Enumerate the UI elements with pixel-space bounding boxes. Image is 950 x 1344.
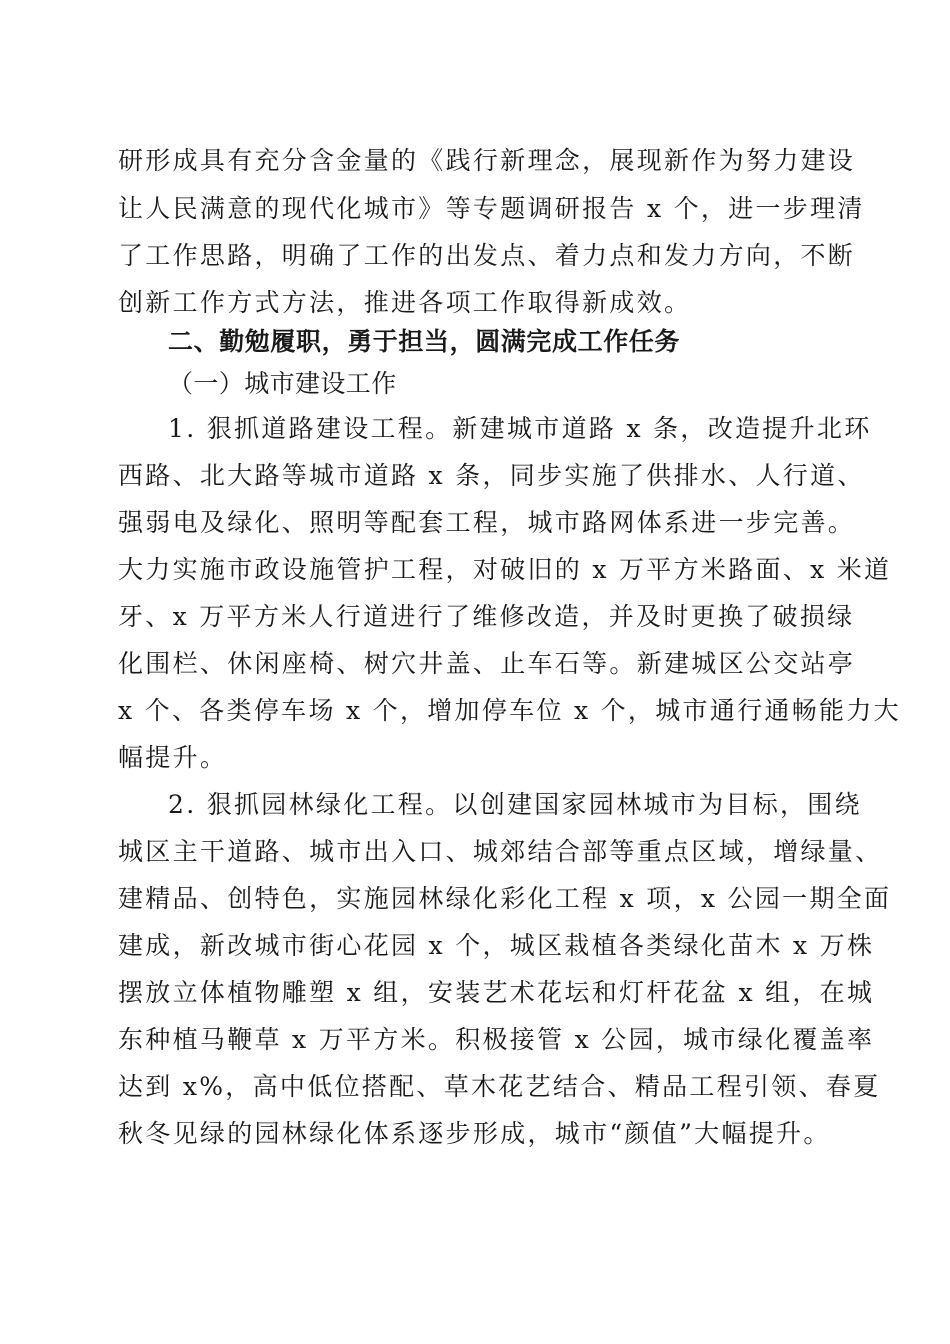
- paragraph-2-line: 建精品、创特色，实施园林绿化彩化工程 x 项，x 公园一期全面: [118, 884, 892, 913]
- paragraph-1-line: 牙、x 万平方米人行道进行了维修改造，并及时更换了破损绿: [118, 602, 855, 631]
- section-heading: 二、勤勉履职，勇于担当，圆满完成工作任务: [168, 327, 681, 356]
- text-line: 让人民满意的现代化城市》等专题调研报告 x 个，进一步理清: [118, 194, 865, 223]
- paragraph-2-line: 摆放立体植物雕塑 x 组，安装艺术花坛和灯杆花盆 x 组，在城: [118, 978, 875, 1007]
- text-line: 研形成具有充分含金量的《践行新理念，展现新作为努力建设: [118, 146, 856, 175]
- paragraph-1-line: 西路、北大路等城市道路 x 条，同步实施了供排水、人行道、: [118, 461, 865, 490]
- paragraph-2-line: 城区主干道路、城市出入口、城郊结合部等重点区域，增绿量、: [118, 837, 883, 866]
- paragraph-2-line: 2. 狠抓园林绿化工程。以创建国家园林城市为目标，围绕: [168, 790, 862, 819]
- paragraph-2-line: 建成，新改城市街心花园 x 个，城区栽植各类绿化苗木 x 万株: [118, 931, 875, 960]
- subsection-heading: （一）城市建设工作: [168, 369, 397, 398]
- paragraph-1-line: 1. 狠抓道路建设工程。新建城市道路 x 条，改造提升北环: [168, 414, 872, 443]
- paragraph-1-line: 大力实施市政设施管护工程，对破旧的 x 万平方米路面、x 米道: [118, 555, 892, 584]
- paragraph-1-line: 化围栏、休闲座椅、树穴井盖、止车石等。新建城区公交站亭: [118, 649, 856, 678]
- paragraph-2-line: 东种植马鞭草 x 万平方米。积极接管 x 公园，城市绿化覆盖率: [118, 1025, 875, 1054]
- paragraph-2-line: 达到 x%，高中低位搭配、草木花艺结合、精品工程引领、春夏: [118, 1072, 881, 1101]
- paragraph-1-line: 强弱电及绿化、照明等配套工程，城市路网体系进一步完善。: [118, 508, 856, 537]
- paragraph-1-line: x 个、各类停车场 x 个，增加停车位 x 个，城市通行通畅能力大: [118, 696, 901, 725]
- paragraph-2-line: 秋冬见绿的园林绿化体系逐步形成，城市“颜值”大幅提升。: [118, 1119, 831, 1148]
- text-line: 创新工作方式方法，推进各项工作取得新成效。: [118, 288, 692, 317]
- text-line: 了工作思路，明确了工作的出发点、着力点和发力方向，不断: [118, 241, 856, 270]
- paragraph-1-line: 幅提升。: [118, 743, 228, 772]
